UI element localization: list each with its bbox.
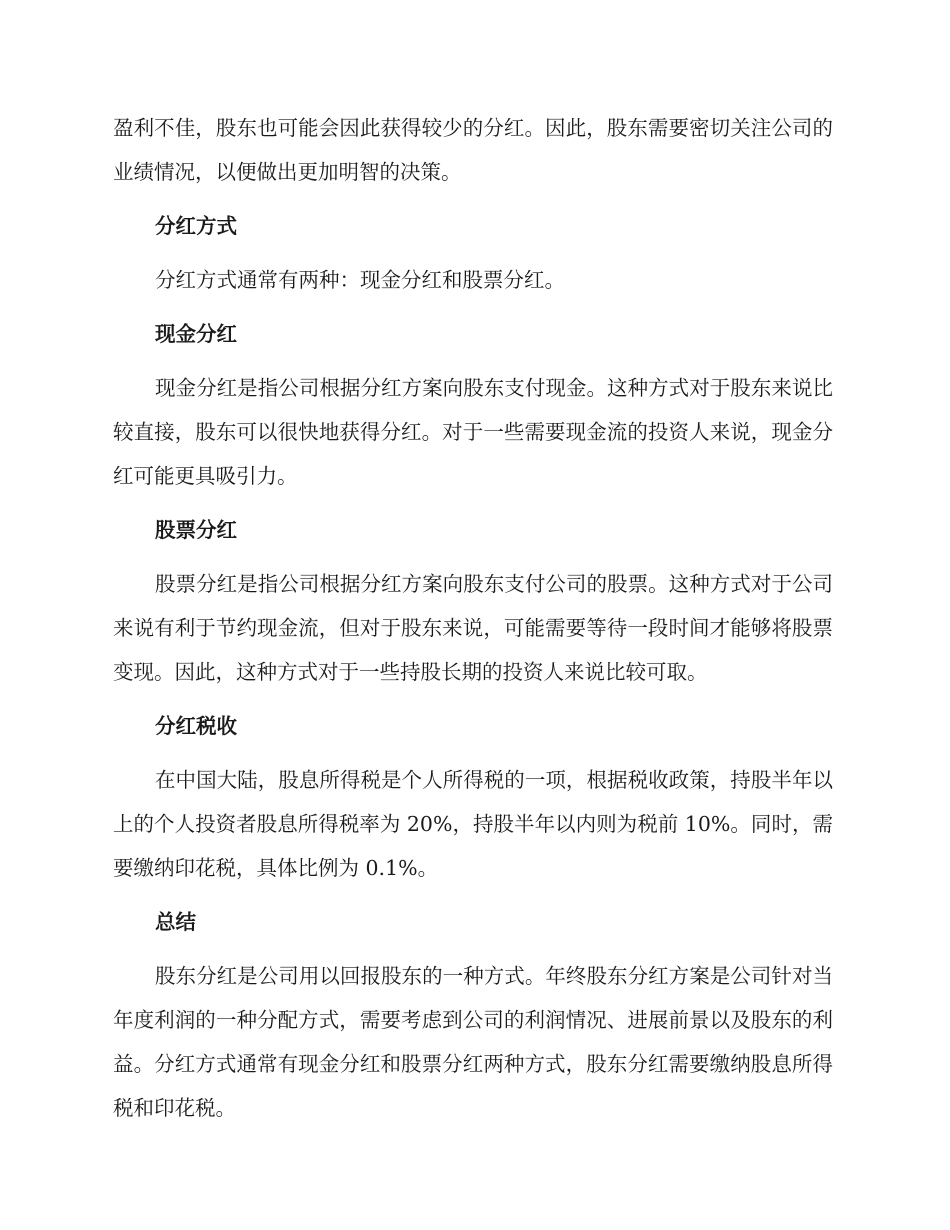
heading-summary: 总结 (155, 910, 196, 934)
paragraph-stock-dividend: 股票分红是指公司根据分红方案向股东支付公司的股票。这种方式对于公司来说有利于节约现金流，但对于股东来说，可能需要等待一段时间才能够将股票变现。因此，这种方式对于一些持股长期的投资人来说比较可取。 (113, 572, 833, 684)
heading-stock-dividend: 股票分红 (155, 518, 237, 542)
paragraph-summary: 股东分红是公司用以回报股东的一种方式。年终股东分红方案是公司针对当年度利润的一种分配方式，需要考虑到公司的利润情况、进展前景以及股东的利益。分红方式通常有现金分红和股票分红两种方式，股东分红需要缴纳股息所得税和印花税。 (113, 964, 833, 1120)
heading-cash-dividend: 现金分红 (155, 322, 237, 346)
paragraph-cash-dividend: 现金分红是指公司根据分红方案向股东支付现金。这种方式对于股东来说比较直接，股东可以很快地获得分红。对于一些需要现金流的投资人来说，现金分红可能更具吸引力。 (113, 376, 833, 488)
paragraph-dividend-tax: 在中国大陆，股息所得税是个人所得税的一项，根据税收政策，持股半年以上的个人投资者股息所得税率为 20%，持股半年以内则为税前 10%。同时，需要缴纳印花税，具体比例为 0.1%。 (113, 768, 833, 880)
intro-paragraph: 盈利不佳，股东也可能会因此获得较少的分红。因此，股东需要密切关注公司的业绩情况，以便做出更加明智的决策。 (113, 116, 833, 184)
heading-dividend-tax: 分红税收 (155, 714, 237, 738)
document-page (113, 106, 833, 1130)
paragraph-dividend-methods: 分红方式通常有两种：现金分红和股票分红。 (155, 268, 565, 292)
heading-dividend-methods: 分红方式 (155, 214, 237, 238)
